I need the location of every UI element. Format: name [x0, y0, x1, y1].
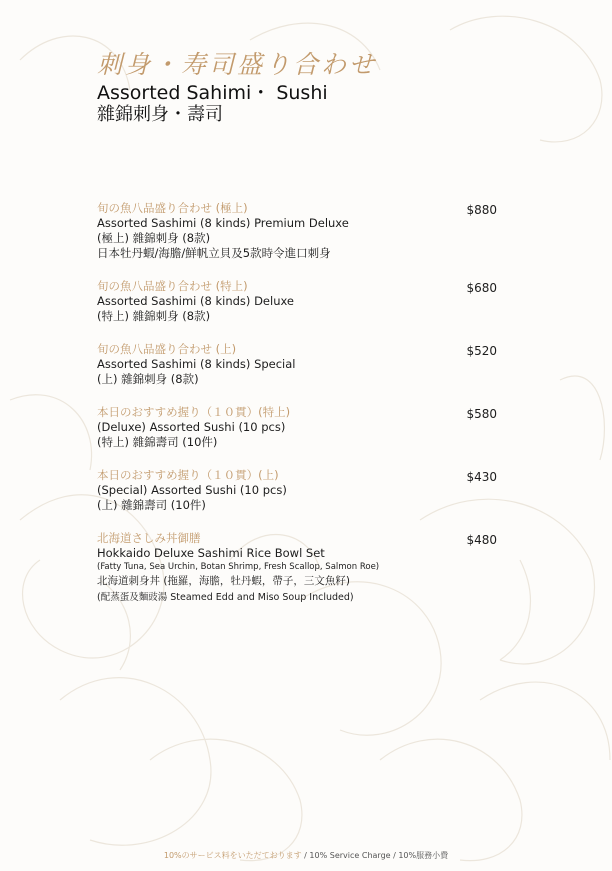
item-chinese-description: 北海道刺身丼 (拖羅，海膽，牡丹蝦，帶子，三文魚籽) — [97, 575, 351, 587]
item-chinese-name: (極上) 雜錦刺身 (8款) — [97, 231, 211, 245]
menu-item — [97, 405, 502, 450]
item-chinese-name: (特上) 雜錦刺身 (8款) — [97, 309, 211, 323]
service-charge-japanese: 10%のサービス料をいただております — [163, 851, 302, 860]
menu-item — [97, 342, 502, 387]
item-description: 日本牡丹蝦/海膽/鮮帆立貝及5款時令進口刺身 — [97, 246, 331, 260]
item-japanese-name: 北海道さしみ丼御膳 — [97, 531, 201, 545]
item-english-name: Assorted Sashimi (8 kinds) Premium Deluxe — [97, 216, 349, 230]
service-charge-note — [0, 850, 612, 861]
item-chinese-name: (上) 雜錦刺身 (8款) — [97, 372, 199, 386]
menu-item — [97, 279, 502, 324]
item-english-name: Assorted Sashimi (8 kinds) Deluxe — [97, 294, 295, 308]
item-japanese-name: 旬の魚八品盛り合わせ (特上) — [97, 279, 248, 293]
item-price: $880 — [466, 203, 497, 217]
item-price: $480 — [466, 533, 497, 547]
item-price: $430 — [466, 470, 497, 484]
menu-item — [97, 201, 502, 261]
menu-item — [97, 468, 502, 513]
item-english-name: Hokkaido Deluxe Sashimi Rice Bowl Set — [97, 546, 325, 560]
item-chinese-name: (上) 雜錦壽司 (10件) — [97, 498, 206, 512]
item-japanese-name: 本日のおすすめ握り（１０貫）(上) — [97, 468, 279, 482]
item-included-note: (配蒸蛋及麵豉湯 Steamed Edd and Miso Soup Included) — [97, 592, 354, 603]
item-price: $680 — [466, 281, 497, 295]
item-price: $580 — [466, 407, 497, 421]
item-japanese-name: 旬の魚八品盛り合わせ (上) — [97, 342, 237, 356]
item-ingredients: (Fatty Tuna, Sea Urchin, Botan Shrimp, Fresh Scallop, Salmon Roe) — [97, 562, 380, 572]
item-chinese-name: (特上) 雜錦壽司 (10件) — [97, 435, 218, 449]
chinese-title: 雜錦刺身・壽司 — [97, 104, 223, 125]
item-japanese-name: 本日のおすすめ握り（１０貫）(特上) — [97, 405, 291, 419]
item-japanese-name: 旬の魚八品盛り合わせ (極上) — [97, 201, 248, 215]
item-price: $520 — [466, 344, 497, 358]
menu-items — [97, 201, 502, 622]
service-charge-english-chinese: / 10% Service Charge / 10%服務小費 — [301, 851, 449, 860]
japanese-title: 刺身・寿司盛り合わせ — [97, 50, 378, 79]
english-title: Assorted Sahimi・ Sushi — [97, 82, 328, 104]
menu-item — [97, 531, 502, 604]
item-english-name: (Special) Assorted Sushi (10 pcs) — [97, 483, 287, 497]
menu-header — [97, 48, 377, 126]
item-english-name: (Deluxe) Assorted Sushi (10 pcs) — [97, 420, 286, 434]
item-english-name: Assorted Sashimi (8 kinds) Special — [97, 357, 296, 371]
